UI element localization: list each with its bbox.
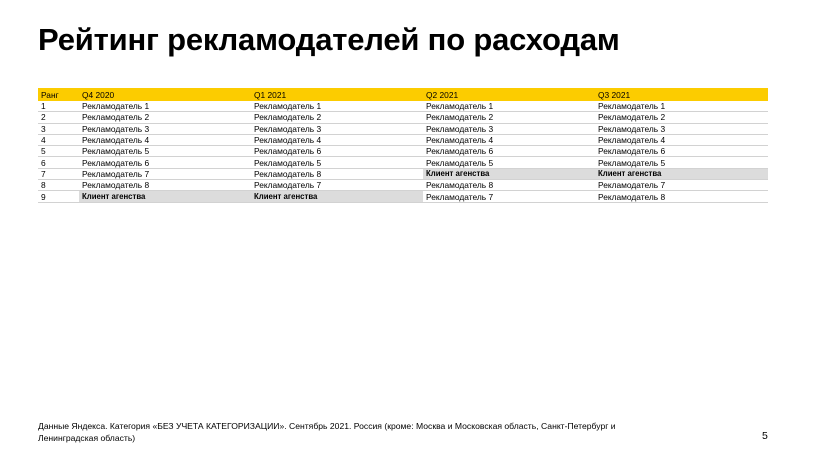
q3-2021-cell: Рекламодатель 5 [595,157,768,168]
q4-2020-cell: Рекламодатель 1 [79,101,251,112]
q4-2020-cell: Рекламодатель 6 [79,157,251,168]
q2-2021-cell: Рекламодатель 7 [423,191,595,202]
rank-cell: 9 [38,191,79,202]
q3-2021-cell: Рекламодатель 2 [595,112,768,123]
q2-2021-cell: Рекламодатель 2 [423,112,595,123]
q3-2021-cell: Рекламодатель 7 [595,180,768,191]
table-row [38,191,768,202]
q3-2021-cell: Рекламодатель 1 [595,101,768,112]
q4-2020-cell: Рекламодатель 3 [79,123,251,134]
rank-cell: 3 [38,123,79,134]
table-row [38,101,768,112]
q2-2021-cell: Рекламодатель 3 [423,123,595,134]
table-row [38,168,768,179]
header-q3-2021: Q3 2021 [595,88,768,101]
q4-2020-cell: Клиент агенства [79,191,251,202]
q1-2021-cell: Рекламодатель 7 [251,180,423,191]
q2-2021-cell: Клиент агенства [423,168,595,179]
q2-2021-cell: Рекламодатель 1 [423,101,595,112]
table-row [38,123,768,134]
table-row [38,180,768,191]
table-body [38,101,768,202]
header-q2-2021: Q2 2021 [423,88,595,101]
q1-2021-cell: Рекламодатель 1 [251,101,423,112]
table-row [38,112,768,123]
q4-2020-cell: Рекламодатель 7 [79,168,251,179]
table-row [38,157,768,168]
q1-2021-cell: Клиент агенства [251,191,423,202]
slide-title: Рейтинг рекламодателей по расходам [38,22,620,57]
table-row [38,134,768,145]
q1-2021-cell: Рекламодатель 5 [251,157,423,168]
q1-2021-cell: Рекламодатель 3 [251,123,423,134]
q3-2021-cell: Рекламодатель 3 [595,123,768,134]
q2-2021-cell: Рекламодатель 6 [423,146,595,157]
q2-2021-cell: Рекламодатель 5 [423,157,595,168]
table-header-row [38,88,768,101]
q4-2020-cell: Рекламодатель 2 [79,112,251,123]
q1-2021-cell: Рекламодатель 4 [251,134,423,145]
rank-cell: 2 [38,112,79,123]
rank-cell: 5 [38,146,79,157]
q3-2021-cell: Рекламодатель 8 [595,191,768,202]
header-q1-2021: Q1 2021 [251,88,423,101]
q2-2021-cell: Рекламодатель 4 [423,134,595,145]
rank-cell: 7 [38,168,79,179]
header-rank: Ранг [38,88,79,101]
q4-2020-cell: Рекламодатель 8 [79,180,251,191]
advertiser-ranking-table [38,88,768,203]
rank-cell: 1 [38,101,79,112]
q3-2021-cell: Рекламодатель 6 [595,146,768,157]
footnote: Данные Яндекса. Категория «БЕЗ УЧЕТА КАТЕГОРИЗАЦИИ». Сентябрь 2021. Россия (кроме: Москва и Московская область, Санкт-Петербург и Ленинградская область) [38,421,616,443]
q1-2021-cell: Рекламодатель 2 [251,112,423,123]
table-row [38,146,768,157]
header-q4-2020: Q4 2020 [79,88,251,101]
rank-cell: 8 [38,180,79,191]
page-number: 5 [762,430,768,442]
q2-2021-cell: Рекламодатель 8 [423,180,595,191]
q3-2021-cell: Рекламодатель 4 [595,134,768,145]
q4-2020-cell: Рекламодатель 5 [79,146,251,157]
rank-cell: 6 [38,157,79,168]
q1-2021-cell: Рекламодатель 6 [251,146,423,157]
q4-2020-cell: Рекламодатель 4 [79,134,251,145]
rank-cell: 4 [38,134,79,145]
q3-2021-cell: Клиент агенства [595,168,768,179]
q1-2021-cell: Рекламодатель 8 [251,168,423,179]
